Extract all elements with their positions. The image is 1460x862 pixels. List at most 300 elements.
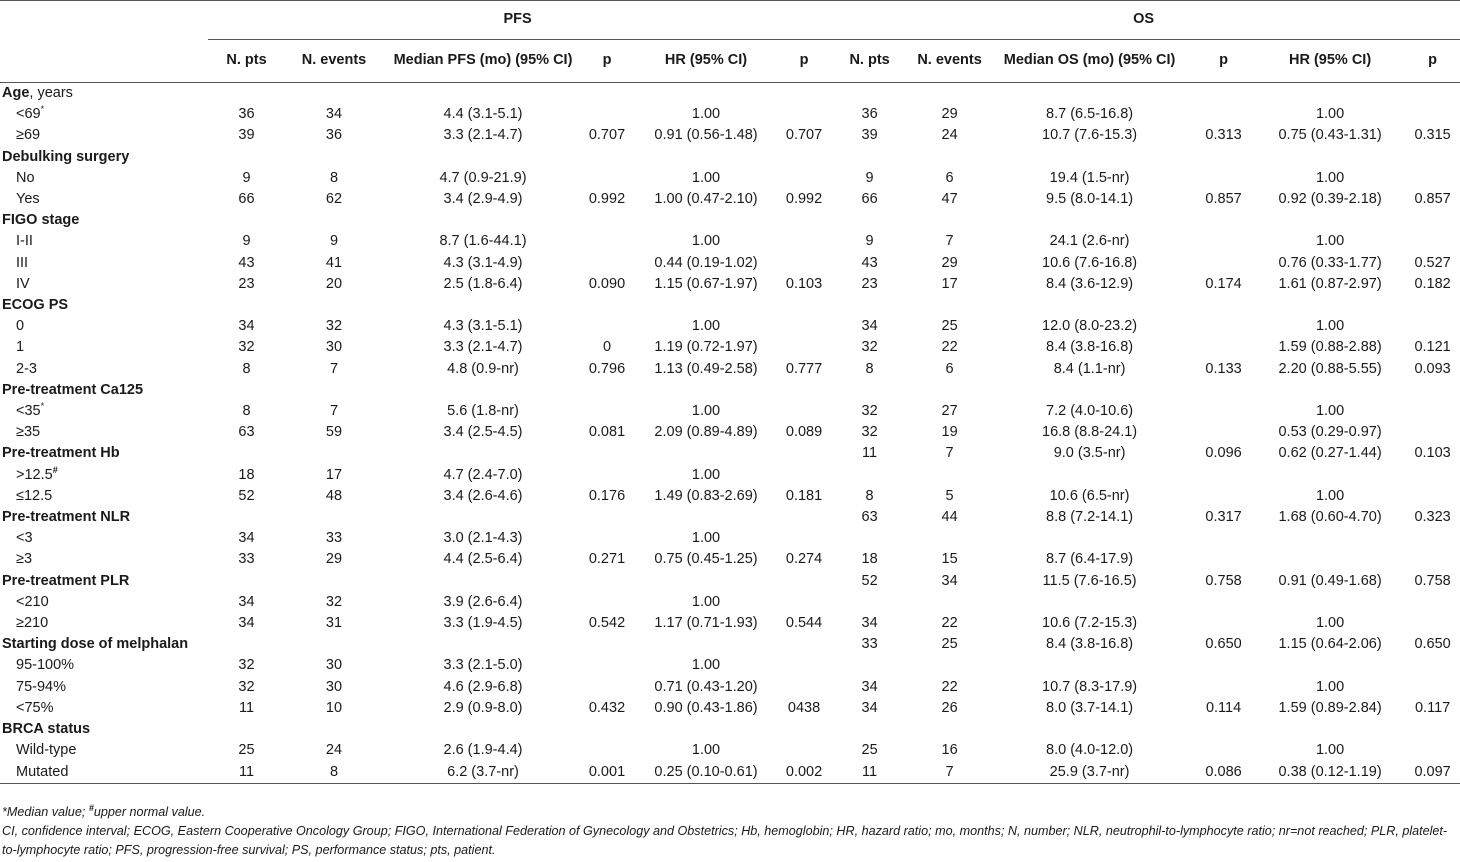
table-cell — [1192, 719, 1255, 740]
table-cell: 17 — [941, 275, 958, 292]
table-cell: 0.857 — [1414, 191, 1451, 208]
row-label: <75% — [16, 699, 54, 716]
table-cell — [1255, 295, 1405, 316]
section-row — [0, 719, 1460, 740]
table-cell: 34 — [861, 699, 878, 716]
table-row — [0, 740, 1460, 761]
column-header: N. events — [285, 40, 383, 83]
footnote-markers: *Median value; #upper normal value. — [2, 802, 206, 819]
table-cell: 0.542 — [588, 615, 626, 632]
table-row — [0, 762, 1460, 784]
table-cell: 4.7 (2.4-7.0) — [443, 466, 523, 483]
table-row — [0, 253, 1460, 274]
table-row — [0, 274, 1460, 295]
table-cell: 0.76 (0.33-1.77) — [1278, 254, 1382, 271]
row-label: IV — [16, 275, 30, 292]
table-cell: 8.4 (3.8-16.8) — [1046, 339, 1134, 356]
column-header: Median OS (mo) (95% CI) — [987, 40, 1192, 83]
table-cell: 1.13 (0.49-2.58) — [654, 360, 758, 377]
table-cell: 1.00 (0.47-2.10) — [654, 191, 758, 208]
table-cell — [583, 655, 631, 676]
row-label: Yes — [16, 191, 40, 208]
table-cell: 0.857 — [1205, 191, 1242, 208]
table-cell: 8.0 (3.7-14.1) — [1046, 699, 1134, 716]
column-header: N. events — [912, 40, 987, 83]
table-cell: 4.4 (3.1-5.1) — [443, 106, 523, 123]
table-cell: 3.4 (2.9-4.9) — [443, 191, 523, 208]
table-cell: 0.086 — [1192, 762, 1255, 784]
table-cell — [583, 104, 631, 125]
table-cell: 0.313 — [1205, 127, 1242, 144]
table-cell — [383, 443, 583, 464]
row-label: Mutated — [0, 762, 208, 784]
table-cell — [208, 719, 285, 740]
table-cell — [1192, 253, 1255, 274]
table-cell: 32 — [325, 593, 343, 610]
table-cell: 22 — [941, 678, 958, 695]
table-cell: 32 — [238, 657, 255, 674]
table-cell — [208, 83, 285, 105]
table-cell: 1.00 — [691, 742, 721, 759]
row-label: 95-100% — [16, 657, 75, 674]
table-cell — [1255, 210, 1405, 231]
table-cell — [781, 337, 827, 358]
table-cell: 25 — [238, 742, 255, 759]
section-row — [0, 83, 1460, 105]
row-label: <35* — [16, 401, 45, 420]
table-cell: 1.17 (0.71-1.93) — [654, 615, 758, 632]
table-cell: 0.114 — [1205, 699, 1242, 716]
table-cell — [781, 592, 827, 613]
table-cell — [1405, 719, 1460, 740]
column-header-variable — [0, 40, 208, 83]
table-cell — [1255, 592, 1405, 613]
table-cell — [987, 528, 1192, 549]
table-cell: 29 — [325, 551, 343, 568]
table-cell: 24 — [941, 127, 958, 144]
table-cell: 0.089 — [785, 424, 823, 441]
table-cell — [1192, 613, 1255, 634]
table-cell: 0.650 — [1205, 636, 1242, 653]
table-cell — [1405, 740, 1460, 761]
row-label: No — [16, 169, 35, 186]
table-cell: 41 — [325, 254, 343, 271]
table-cell: 52 — [238, 487, 255, 504]
table-cell — [1192, 147, 1255, 168]
table-row — [0, 231, 1460, 252]
row-label: ≤12.5 — [16, 487, 53, 504]
table-cell: 1.00 — [691, 318, 721, 335]
table-cell: 8.7 (6.4-17.9) — [1046, 551, 1134, 568]
table-cell — [1405, 104, 1460, 125]
table-cell: 11 — [208, 762, 285, 784]
table-cell: 27 — [941, 403, 958, 420]
row-label: <3 — [16, 530, 33, 547]
table-cell — [987, 592, 1192, 613]
table-cell: 0.317 — [1205, 509, 1242, 526]
table-cell — [781, 719, 827, 740]
row-label: 75-94% — [16, 678, 66, 695]
table-cell — [781, 253, 827, 274]
table-cell — [1192, 231, 1255, 252]
table-cell: 32 — [238, 678, 255, 695]
table-cell — [781, 83, 827, 105]
table-cell — [383, 507, 583, 528]
table-cell: 0.796 — [588, 360, 626, 377]
table-cell — [583, 677, 631, 698]
table-cell: 36 — [861, 106, 878, 123]
row-label: ≥69 — [16, 127, 41, 144]
table-cell: 8.4 (3.8-16.8) — [1046, 636, 1134, 653]
table-cell — [781, 210, 827, 231]
section-row — [0, 380, 1460, 401]
table-cell — [285, 571, 383, 592]
table-cell: 1.00 — [691, 233, 721, 250]
table-cell: 8 — [242, 360, 251, 377]
column-header: Median PFS (mo) (95% CI) — [383, 40, 583, 83]
table-cell — [912, 465, 987, 486]
table-cell: 9.5 (8.0-14.1) — [1046, 191, 1134, 208]
table-cell: 8 — [285, 762, 383, 784]
table-cell: 0.53 (0.29-0.97) — [1278, 424, 1382, 441]
table-cell: 2.5 (1.8-6.4) — [443, 275, 523, 292]
table-cell — [583, 168, 631, 189]
table-cell — [631, 210, 781, 231]
table-cell: 9 — [329, 233, 339, 250]
table-cell: 32 — [861, 339, 878, 356]
table-cell: 25 — [941, 318, 958, 335]
row-label: 2-3 — [16, 360, 37, 377]
table-cell — [1405, 592, 1460, 613]
table-cell — [1192, 316, 1255, 337]
table-cell: 19 — [941, 424, 958, 441]
table-cell: 6.2 (3.7-nr) — [383, 762, 583, 784]
table-cell — [827, 719, 912, 740]
table-cell: 59 — [325, 424, 343, 441]
table-cell — [1192, 401, 1255, 422]
table-cell — [208, 210, 285, 231]
table-cell — [1192, 677, 1255, 698]
table-cell — [1255, 380, 1405, 401]
table-cell: 0.274 — [785, 551, 823, 568]
table-cell: 0.38 (0.12-1.19) — [1255, 762, 1405, 784]
table-row — [0, 104, 1460, 125]
table-cell — [583, 231, 631, 252]
table-cell: 1.59 (0.88-2.88) — [1278, 339, 1382, 356]
table-cell: 8.8 (7.2-14.1) — [1046, 509, 1134, 526]
table-cell — [827, 592, 912, 613]
table-cell — [781, 380, 827, 401]
table-cell — [1192, 465, 1255, 486]
table-cell — [781, 295, 827, 316]
table-cell: 34 — [238, 318, 255, 335]
table-cell — [827, 295, 912, 316]
table-cell: 1.00 — [1315, 742, 1345, 759]
table-cell: 25.9 (3.7-nr) — [987, 762, 1192, 784]
section-row — [0, 210, 1460, 231]
table-cell — [781, 168, 827, 189]
table-cell: 18 — [238, 466, 255, 483]
table-cell — [1192, 83, 1255, 105]
table-cell: 23 — [861, 275, 878, 292]
table-cell: 36 — [238, 106, 255, 123]
table-cell — [631, 443, 781, 464]
table-cell: 43 — [861, 254, 878, 271]
table-cell — [583, 380, 631, 401]
section-label: Pre-treatment Ca125 — [2, 381, 144, 398]
table-row — [0, 422, 1460, 443]
table-cell: 0.103 — [785, 275, 823, 292]
table-cell — [781, 571, 827, 592]
table-cell — [1405, 486, 1460, 507]
table-cell: 8 — [242, 403, 251, 420]
table-cell — [583, 443, 631, 464]
table-cell: 30 — [325, 657, 343, 674]
table-cell: 0.650 — [1414, 636, 1451, 653]
table-cell — [1192, 337, 1255, 358]
table-cell: 34 — [238, 530, 255, 547]
table-cell: 7.2 (4.0-10.6) — [1046, 403, 1134, 420]
table-cell — [912, 83, 987, 105]
table-cell — [1405, 677, 1460, 698]
pfs-group-header: PFS — [208, 1, 827, 40]
table-cell — [827, 655, 912, 676]
table-cell: 0.117 — [1414, 699, 1451, 716]
table-row — [0, 337, 1460, 358]
table-cell: 20 — [325, 275, 343, 292]
table-cell — [781, 507, 827, 528]
section-row — [0, 147, 1460, 168]
table-cell: 5 — [945, 487, 954, 504]
section-row — [0, 571, 1460, 592]
table-cell — [1192, 592, 1255, 613]
table-cell: 31 — [325, 615, 343, 632]
table-cell — [827, 83, 912, 105]
table-cell: 1.00 — [691, 593, 721, 610]
row-label: ≥3 — [16, 551, 33, 568]
table-cell: 62 — [325, 191, 343, 208]
table-cell: 0.181 — [785, 487, 823, 504]
table-cell — [1255, 147, 1405, 168]
table-cell: 8 — [865, 360, 874, 377]
table-cell: 32 — [861, 403, 878, 420]
table-cell — [987, 210, 1192, 231]
table-cell — [383, 295, 583, 316]
blank-header — [0, 1, 208, 40]
table-cell — [1192, 168, 1255, 189]
table-cell: 0438 — [787, 699, 821, 716]
table-cell: 66 — [861, 191, 878, 208]
table-cell — [1405, 147, 1460, 168]
table-cell — [285, 147, 383, 168]
row-label: >12.5# — [16, 464, 58, 483]
table-cell: 1.61 (0.87-2.97) — [1278, 275, 1382, 292]
row-label: ≥210 — [16, 615, 49, 632]
table-cell: 30 — [325, 678, 343, 695]
table-row — [0, 613, 1460, 634]
table-cell: 1.00 — [1315, 487, 1345, 504]
table-cell — [912, 210, 987, 231]
table-cell — [285, 295, 383, 316]
table-cell: 32 — [238, 339, 255, 356]
table-cell — [285, 443, 383, 464]
table-cell: 34 — [238, 615, 255, 632]
section-label: ECOG PS — [2, 297, 69, 314]
table-cell — [912, 295, 987, 316]
table-cell: 10.6 (6.5-nr) — [1049, 487, 1130, 504]
table-cell — [1405, 613, 1460, 634]
table-cell: 47 — [941, 191, 958, 208]
table-cell: 26 — [941, 699, 958, 716]
table-cell: 1.00 — [1315, 318, 1345, 335]
table-cell: 0.777 — [785, 360, 823, 377]
table-cell: 33 — [238, 551, 255, 568]
table-cell — [583, 592, 631, 613]
footnote-abbreviations: CI, confidence interval; ECOG, Eastern Cooperative Oncology Group; FIGO, International Federation of Gynecology and Obstetrics; Hb, hemoglobin; HR, hazard ratio; mo, months; N, number; NLR, neutrophil-to-lymphocyte ratio; nr=not reached; PLR, platelet-to-lymphocyte ratio; PFS, progression-free survival; PS, performance status; pts, patient. — [2, 824, 1448, 857]
table-cell — [1405, 422, 1460, 443]
table-cell — [285, 380, 383, 401]
table-cell: 63 — [238, 424, 255, 441]
table-cell: 0.992 — [588, 191, 626, 208]
table-cell — [1405, 83, 1460, 105]
table-cell — [912, 147, 987, 168]
table-cell — [1405, 295, 1460, 316]
table-cell: 32 — [325, 318, 343, 335]
table-cell — [383, 83, 583, 105]
section-label: Pre-treatment NLR — [2, 509, 131, 526]
table-cell: 2.6 (1.9-4.4) — [443, 742, 523, 759]
table-cell — [383, 719, 583, 740]
os-group-header: OS — [827, 1, 1460, 40]
table-cell: 0.103 — [1414, 445, 1451, 462]
column-header: N. pts — [827, 40, 912, 83]
row-label: I-II — [16, 233, 33, 250]
table-cell — [631, 571, 781, 592]
table-cell: 16.8 (8.8-24.1) — [1042, 424, 1138, 441]
table-cell: 3.0 (2.1-4.3) — [443, 530, 523, 547]
table-cell: 1.00 — [691, 106, 721, 123]
table-cell: 1.68 (0.60-4.70) — [1278, 509, 1382, 526]
table-cell: 0.097 — [1405, 762, 1460, 784]
table-cell: 0.090 — [588, 275, 626, 292]
table-cell — [631, 380, 781, 401]
table-cell — [987, 465, 1192, 486]
table-cell — [1255, 465, 1405, 486]
table-cell: 0.182 — [1414, 275, 1451, 292]
table-cell — [583, 210, 631, 231]
table-cell — [583, 401, 631, 422]
table-cell: 0.176 — [588, 487, 626, 504]
table-cell: 0.323 — [1414, 509, 1451, 526]
table-cell: 15 — [941, 551, 958, 568]
table-cell: 39 — [238, 127, 255, 144]
table-row — [0, 655, 1460, 676]
table-cell: 0.544 — [785, 615, 823, 632]
table-cell — [583, 528, 631, 549]
table-cell: 4.6 (2.9-6.8) — [443, 678, 523, 695]
table-cell: 11 — [827, 762, 912, 784]
table-cell: 8.7 (6.5-16.8) — [1046, 106, 1134, 123]
table-cell: 7 — [912, 762, 987, 784]
table-cell: 4.8 (0.9-nr) — [447, 360, 519, 377]
table-cell — [285, 719, 383, 740]
table-cell — [912, 528, 987, 549]
table-footnotes — [2, 803, 1458, 860]
table-cell: 1.59 (0.89-2.84) — [1278, 699, 1382, 716]
table-cell — [208, 380, 285, 401]
table-cell — [583, 316, 631, 337]
table-cell: 0.121 — [1414, 339, 1451, 356]
table-cell: 7 — [945, 445, 954, 462]
table-cell — [987, 147, 1192, 168]
table-cell — [1192, 422, 1255, 443]
table-cell — [285, 210, 383, 231]
table-cell: 43 — [238, 254, 255, 271]
table-cell — [583, 253, 631, 274]
table-cell: 22 — [941, 339, 958, 356]
table-cell: 0.707 — [785, 127, 823, 144]
table-cell — [827, 210, 912, 231]
table-cell: 34 — [861, 615, 878, 632]
table-cell: 12.0 (8.0-23.2) — [1042, 318, 1138, 335]
table-cell: 3.3 (2.1-5.0) — [443, 657, 523, 674]
table-cell: 34 — [861, 318, 878, 335]
table-cell: 9 — [865, 169, 874, 186]
table-cell: 18 — [861, 551, 878, 568]
section-row — [0, 443, 1460, 464]
table-cell — [631, 295, 781, 316]
table-cell: 1.00 — [691, 466, 721, 483]
table-cell: 9 — [242, 169, 251, 186]
table-cell: 19.4 (1.5-nr) — [1049, 169, 1130, 186]
table-cell: 1.00 — [691, 169, 721, 186]
table-cell: 17 — [325, 466, 343, 483]
table-cell: 29 — [941, 254, 958, 271]
table-cell: 1.00 — [1315, 615, 1345, 632]
table-cell: 1.49 (0.83-2.69) — [654, 487, 758, 504]
table-cell — [1192, 655, 1255, 676]
table-cell: 2.20 (0.88-5.55) — [1278, 360, 1382, 377]
table-cell: 4.3 (3.1-5.1) — [443, 318, 523, 335]
table-cell — [781, 740, 827, 761]
table-cell — [631, 634, 781, 655]
table-cell — [208, 295, 285, 316]
table-cell: 9.0 (3.5-nr) — [1053, 445, 1126, 462]
table-cell: 0.992 — [785, 191, 823, 208]
table-cell: 3.3 (1.9-4.5) — [443, 615, 523, 632]
table-cell: 25 — [941, 636, 958, 653]
table-cell: 34 — [238, 593, 255, 610]
table-cell: 10.7 (7.6-15.3) — [1042, 127, 1138, 144]
table-cell — [631, 719, 781, 740]
table-cell: 4.7 (0.9-21.9) — [439, 169, 527, 186]
table-cell: 8 — [329, 169, 339, 186]
table-row — [0, 677, 1460, 698]
table-cell: 11.5 (7.6-16.5) — [1042, 572, 1137, 589]
table-cell: 0.25 (0.10-0.61) — [631, 762, 781, 784]
table-cell: 7 — [945, 233, 954, 250]
table-cell: 0.44 (0.19-1.02) — [654, 254, 758, 271]
table-cell — [1192, 528, 1255, 549]
table-cell — [583, 719, 631, 740]
table-cell: 1.19 (0.72-1.97) — [654, 339, 758, 356]
table-cell — [781, 655, 827, 676]
table-cell: 44 — [941, 509, 958, 526]
table-cell: 5.6 (1.8-nr) — [447, 403, 519, 420]
row-label: 0 — [16, 318, 25, 335]
table-row — [0, 359, 1460, 380]
table-cell — [1255, 528, 1405, 549]
